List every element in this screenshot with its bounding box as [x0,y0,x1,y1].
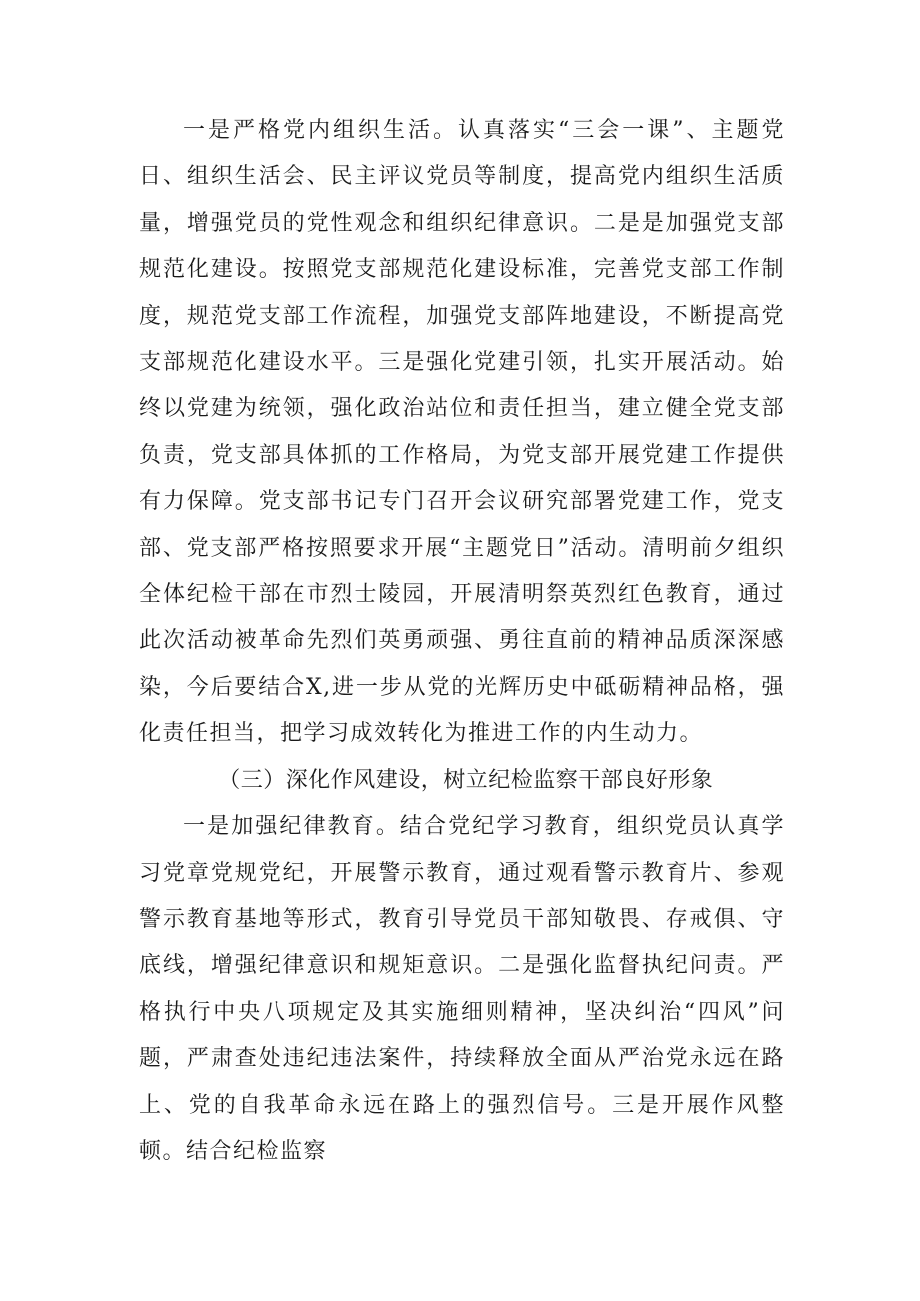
section-heading: （三）深化作风建设，树立纪检监察干部良好形象 [218,767,714,793]
body-paragraph-1: 一是严格党内组织生活。认真落实“三会一课”、主题党日、组织生活会、民主评议党员等制度，提高党内组织生活质量，增强党员的党性观念和组织纪律意识。二是是加强党支部规范化建设。按照党支部规范化建设标准，完善党支部工作制度，规范党支部工作流程，加强党支部阵地建设，不断提高党支部规范化建设水平。三是强化党建引领，扎实开展活动。始终以党建为统领，强化政治站位和责任担当，建立健全党支部负责，党支部具体抓的工作格局，为党支部开展党建工作提供有力保障。党支部书记专门召开会议研究部署党建工作，党支部、党支部严格按照要求开展“主题党日”活动。清明前夕组织全体纪检干部在市烈士陵园，开展清明祭英烈红色教育，通过此次活动被革命先烈们英勇顽强、勇往直前的精神品质深深感染，今后要结合X,进一步从党的光辉历史中砥砺精神品格，强化责任担当，把学习成效转化为推进工作的内生动力。 [139,118,785,747]
document-body [139,108,785,1175]
body-paragraph-2: 一是加强纪律教育。结合党纪学习教育，组织党员认真学习党章党规党纪，开展警示教育，通过观看警示教育片、参观警示教育基地等形式，教育引导党员干部知敬畏、存戒俱、守底线，增强纪律意识和规矩意识。二是强化监督执纪问责。严格执行中央八项规定及其实施细则精神，坚决纠治“四风”问题，严肃查处违纪违法案件，持续释放全面从严治党永远在路上、党的自我革命永远在路上的强烈信号。三是开展作风整顿。结合纪检监察 [139,814,785,1164]
